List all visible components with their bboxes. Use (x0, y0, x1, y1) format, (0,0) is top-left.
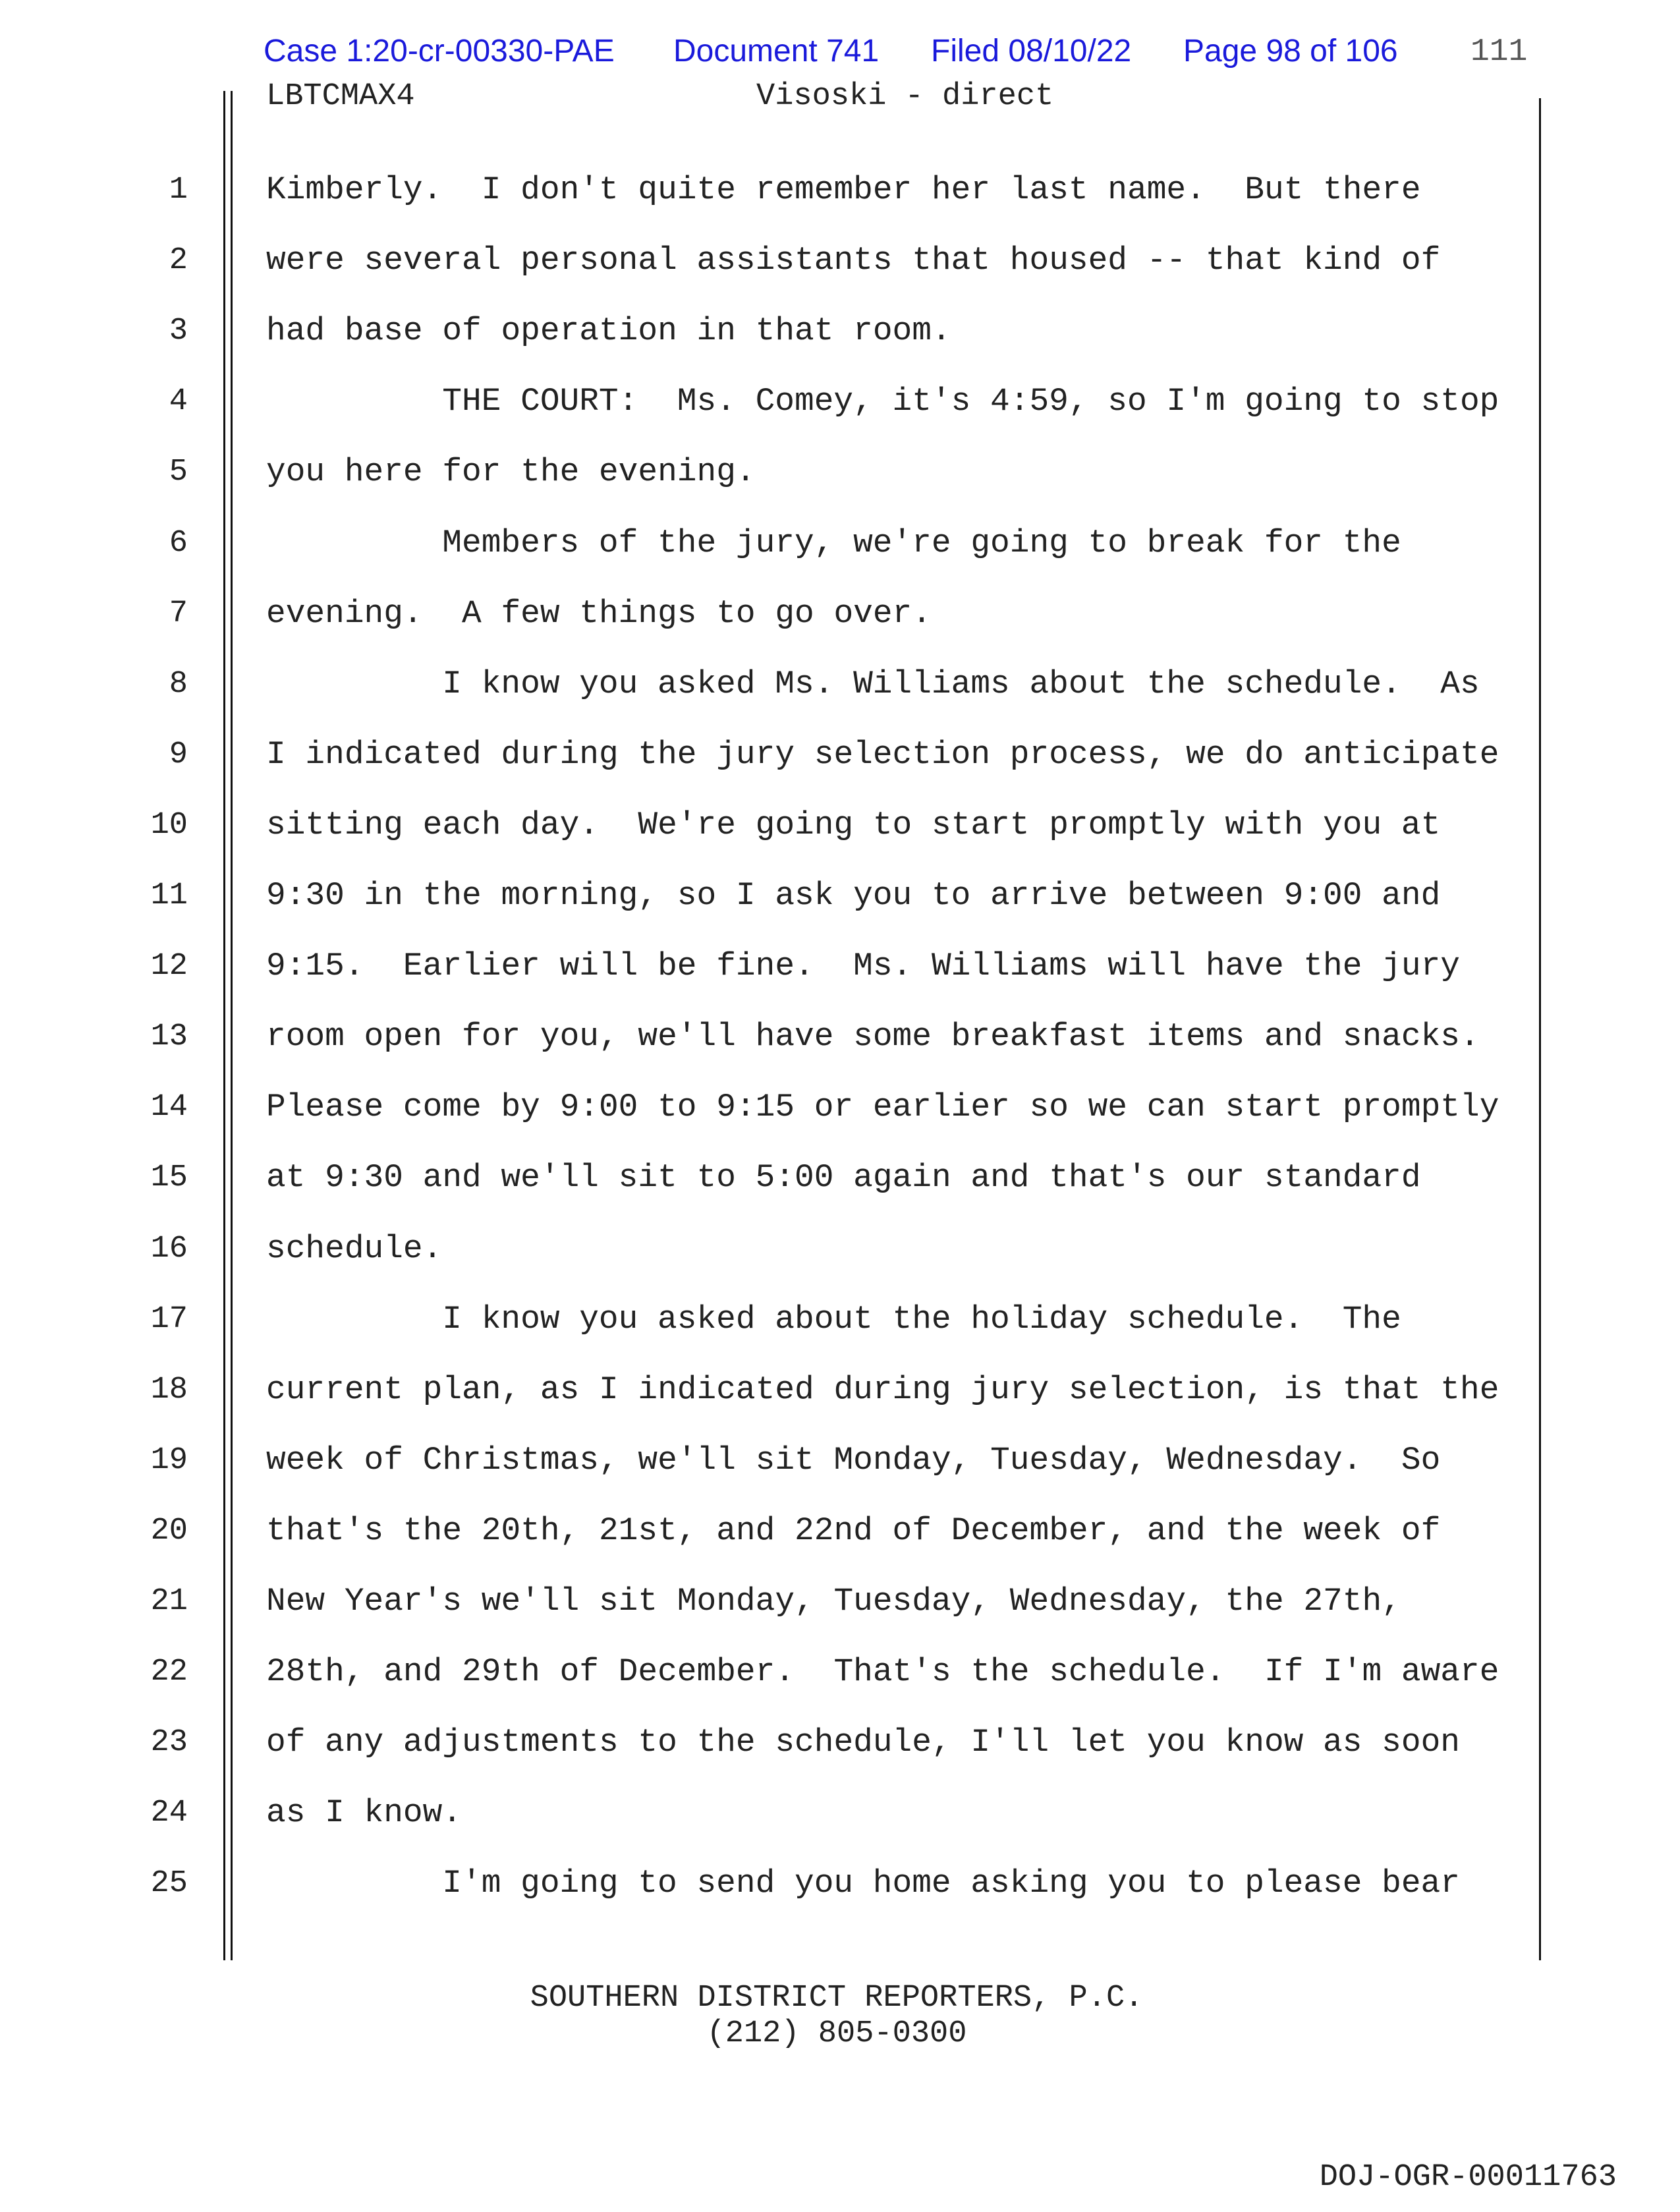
reporter-phone: (212) 805-0300 (706, 2016, 967, 2051)
line-number: 4 (169, 384, 188, 420)
transcript-line: Kimberly. I don't quite remember her last name. But there (266, 171, 1421, 208)
case-number: Case 1:20-cr-00330-PAE (264, 34, 615, 69)
transcript-line: 9:15. Earlier will be fine. Ms. Williams will have the jury (266, 948, 1460, 985)
transcript-line: you here for the evening. (266, 453, 756, 491)
line-number: 10 (150, 807, 188, 843)
transcript-page-number: 111 (1470, 34, 1528, 70)
line-number: 16 (150, 1231, 188, 1266)
transcript-line: as I know. (266, 1794, 462, 1832)
transcript-line: I indicated during the jury selection process, we do anticipate (266, 735, 1499, 773)
transcript-line: New Year's we'll sit Monday, Tuesday, Wednesday, the 27th, (266, 1583, 1401, 1620)
line-number: 20 (150, 1513, 188, 1548)
line-number: 12 (150, 949, 188, 984)
transcript-code: LBTCMAX4 (266, 79, 415, 114)
line-number: 5 (169, 455, 188, 490)
line-number: 24 (150, 1796, 188, 1831)
line-number: 25 (150, 1866, 188, 1902)
line-number: 14 (150, 1090, 188, 1125)
transcript-line: evening. A few things to go over. (266, 594, 932, 632)
transcript-line: Members of the jury, we're going to break for the (442, 524, 1401, 561)
transcript-line: had base of operation in that room. (266, 312, 951, 350)
document-number: Document 741 (673, 34, 880, 69)
transcript-line: Please come by 9:00 to 9:15 or earlier so we can start promptly (266, 1089, 1499, 1126)
line-number: 19 (150, 1442, 188, 1478)
line-number: 18 (150, 1372, 188, 1407)
line-number: 17 (150, 1301, 188, 1337)
line-number: 2 (169, 243, 188, 279)
transcript-line: that's the 20th, 21st, and 22nd of December, and the week of (266, 1512, 1441, 1549)
witness-heading: Visoski - direct (756, 79, 1054, 114)
line-number: 13 (150, 1019, 188, 1055)
left-margin-line (223, 91, 225, 1960)
transcript-line: current plan, as I indicated during jury selection, is that the (266, 1371, 1499, 1408)
transcript-line: sitting each day. We're going to start promptly with you at (266, 806, 1441, 843)
left-margin-line-inner (231, 91, 233, 1960)
transcript-line: week of Christmas, we'll sit Monday, Tuesday, Wednesday. So (266, 1441, 1441, 1479)
right-margin-line (1539, 98, 1541, 1960)
transcript-line: THE COURT: Ms. Comey, it's 4:59, so I'm going to stop (442, 383, 1499, 420)
line-number: 6 (169, 525, 188, 561)
line-number: 9 (169, 737, 188, 772)
transcript-line: room open for you, we'll have some breakfast items and snacks. (266, 1018, 1480, 1056)
line-number: 8 (169, 666, 188, 702)
reporter-name: SOUTHERN DISTRICT REPORTERS, P.C. (530, 1981, 1144, 2016)
line-number: 15 (150, 1160, 188, 1196)
line-number: 1 (169, 173, 188, 208)
bates-number: DOJ-OGR-00011763 (1319, 2160, 1617, 2195)
line-number: 7 (169, 596, 188, 631)
transcript-line: 28th, and 29th of December. That's the schedule. If I'm aware (266, 1653, 1499, 1691)
filed-date: Filed 08/10/22 (931, 34, 1132, 69)
line-number: 21 (150, 1584, 188, 1619)
page-indicator: Page 98 of 106 (1183, 34, 1398, 69)
transcript-line: 9:30 in the morning, so I ask you to arrive between 9:00 and (266, 877, 1441, 914)
transcript-line: I'm going to send you home asking you to please bear (442, 1865, 1460, 1902)
transcript-line: I know you asked Ms. Williams about the schedule. As (442, 665, 1480, 702)
transcript-line: schedule. (266, 1230, 443, 1267)
line-number: 11 (150, 878, 188, 913)
transcript-line: of any adjustments to the schedule, I'll let you know as soon (266, 1724, 1460, 1761)
line-number: 23 (150, 1725, 188, 1761)
line-number: 3 (169, 314, 188, 349)
transcript-line: at 9:30 and we'll sit to 5:00 again and that's our standard (266, 1159, 1421, 1197)
transcript-line: were several personal assistants that housed -- that kind of (266, 242, 1441, 279)
line-number: 22 (150, 1655, 188, 1690)
transcript-line: I know you asked about the holiday schedule. The (442, 1300, 1401, 1338)
